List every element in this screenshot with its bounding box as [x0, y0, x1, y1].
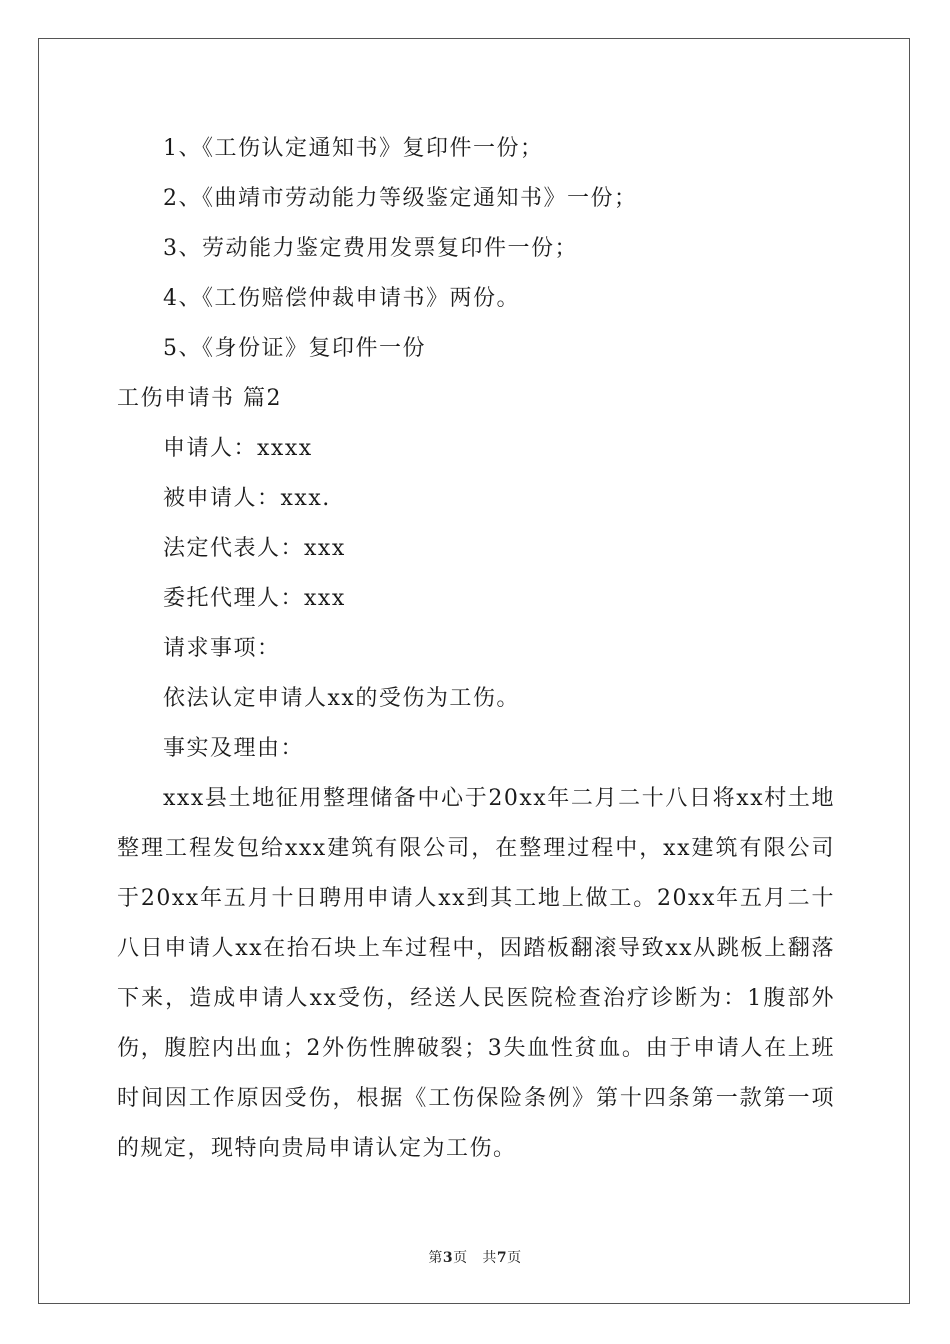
applicant-line: 申请人：xxxx: [163, 436, 313, 461]
footer-prefix: 第: [428, 1250, 443, 1266]
list-item-5: 5、《身份证》复印件一份: [163, 336, 426, 361]
facts-heading: 事实及理由：: [163, 736, 305, 761]
footer-total-pages: 7: [496, 1250, 508, 1266]
list-item-1: 1、《工伤认定通知书》复印件一份；: [163, 136, 544, 161]
request-body: 依法认定申请人xx的受伤为工伤。: [163, 686, 520, 711]
facts-paragraph: xxx县土地征用整理储备中心于20xx年二月二十八日将xx村土地整理工程发包给xxx建筑有限公司，在整理过程中，xx建筑有限公司于20xx年五月十日聘用申请人xx到其工地上做工。20xx年五月二十八日申请人xx在抬石块上车过程中，因踏板翻滚导致xx从跳板上翻落下来，造成申请人xx受伤，经送人民医院检查治疗诊断为：1腹部外伤，腹腔内出血；2外伤性脾破裂；3失血性贫血。由于申请人在上班时间因工作原因受伤，根据《工伤保险条例》第十四条第一款第一项的规定，现特向贵局申请认定为工伤。: [117, 786, 835, 1161]
footer-page-number: 3: [442, 1250, 454, 1266]
footer-page-suffix: 页: [453, 1250, 468, 1266]
list-item-4: 4、《工伤赔偿仲裁申请书》两份。: [163, 286, 520, 311]
page-footer: [0, 1247, 950, 1267]
legal-representative-line: 法定代表人：xxx: [163, 536, 346, 561]
footer-total-prefix: 共: [482, 1250, 497, 1266]
section-title: 工伤申请书 篇2: [117, 386, 282, 411]
respondent-line: 被申请人：xxx.: [163, 486, 331, 511]
footer-total-suffix: 页: [507, 1250, 522, 1266]
request-heading: 请求事项：: [163, 636, 281, 661]
list-item-2: 2、《曲靖市劳动能力等级鉴定通知书》一份；: [163, 186, 638, 211]
list-item-3: 3、劳动能力鉴定费用发票复印件一份；: [163, 236, 578, 261]
document-body: [117, 124, 835, 1174]
agent-line: 委托代理人：xxx: [163, 586, 346, 611]
